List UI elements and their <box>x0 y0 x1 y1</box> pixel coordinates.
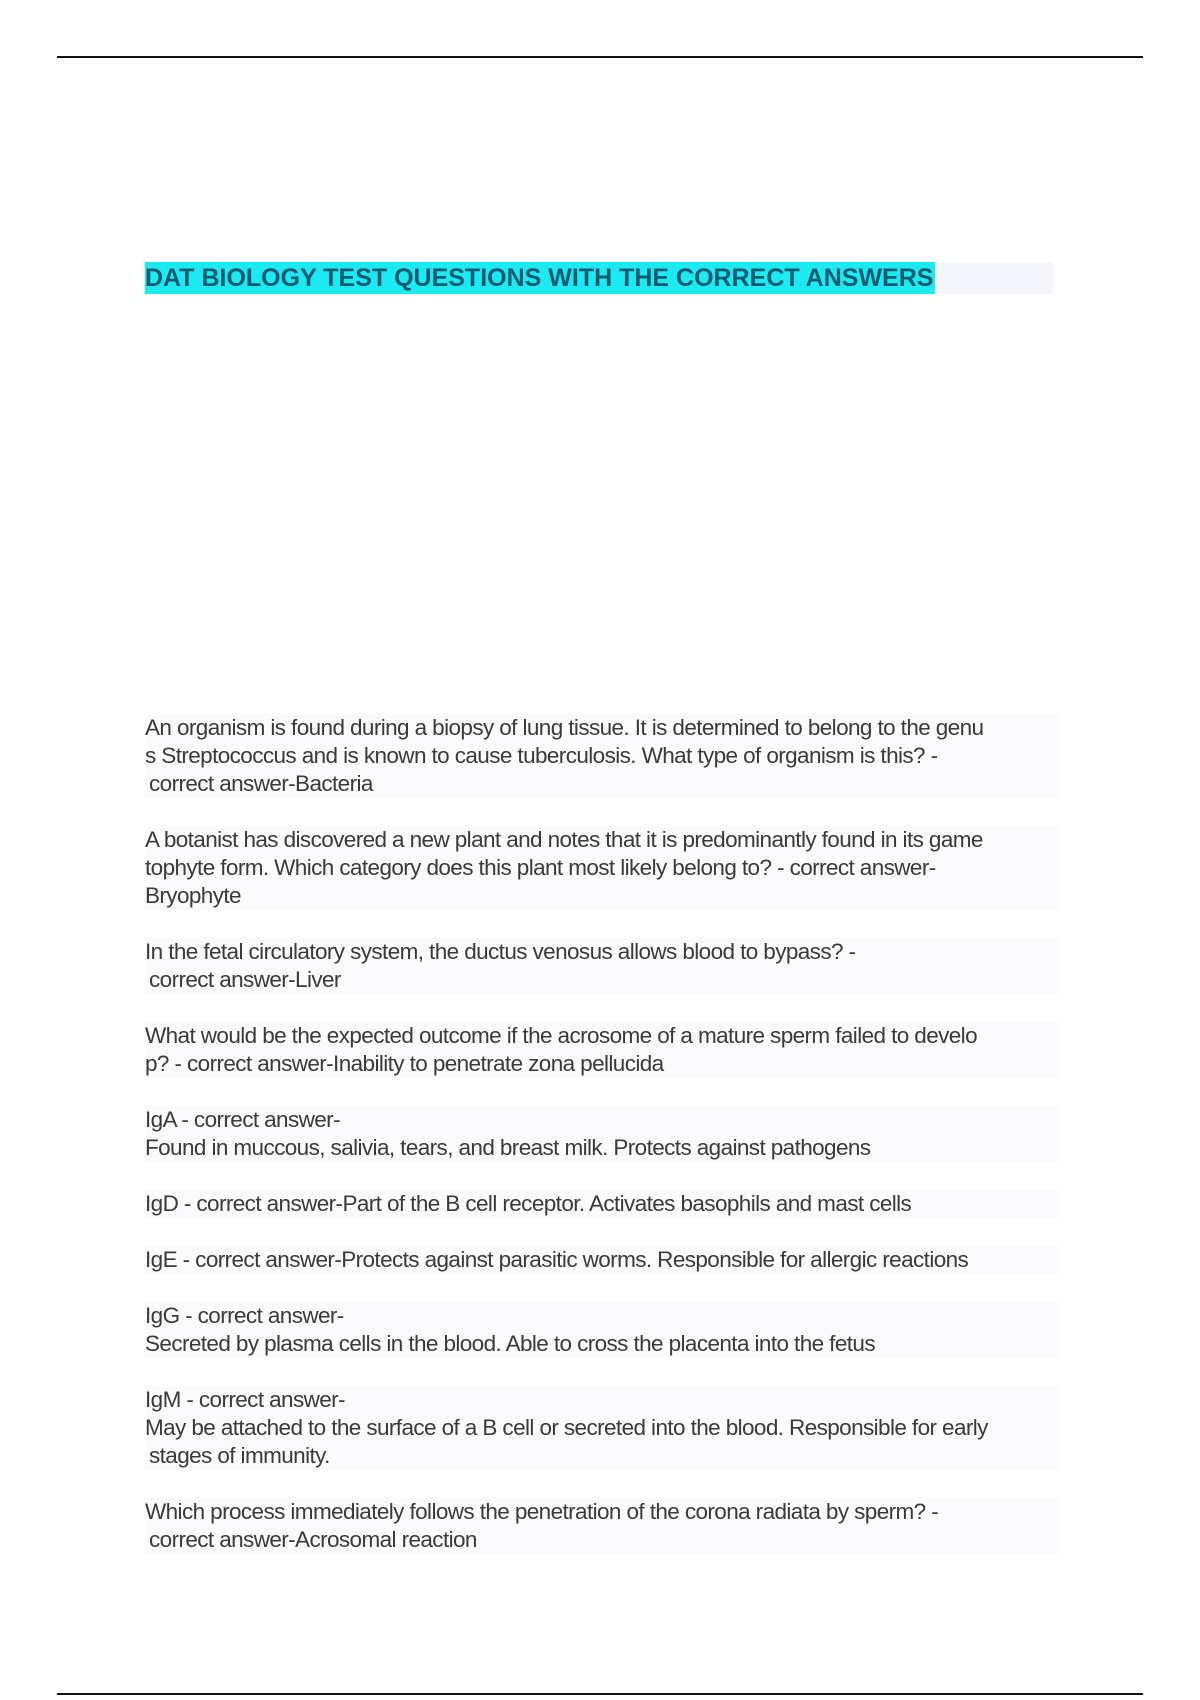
qa-item <box>145 1246 1060 1274</box>
qa-item <box>145 1302 1060 1358</box>
qa-line: In the fetal circulatory system, the ductus venosus allows blood to bypass? - <box>145 939 856 964</box>
qa-item <box>145 1386 1060 1470</box>
qa-answer-line: Found in muccous, salivia, tears, and breast milk. Protects against pathogens <box>145 1135 871 1160</box>
qa-answer-line: Bryophyte <box>145 883 241 908</box>
qa-item <box>145 1190 1060 1218</box>
qa-answer-line: p? - correct answer-Inability to penetrate zona pellucida <box>145 1051 664 1076</box>
qa-line: IgM - correct answer- <box>145 1387 345 1412</box>
qa-answer-line: May be attached to the surface of a B cell or secreted into the blood. Responsible for early <box>145 1415 988 1440</box>
qa-line: IgD - correct answer-Part of the B cell receptor. Activates basophils and mast cells <box>145 1191 912 1216</box>
top-rule <box>57 56 1143 58</box>
bottom-rule <box>57 1693 1143 1695</box>
qa-line: IgA - correct answer- <box>145 1107 340 1132</box>
qa-line: tophyte form. Which category does this plant most likely belong to? - correct answer- <box>145 855 936 880</box>
qa-answer-line: correct answer-Liver <box>149 967 341 992</box>
qa-line: s Streptococcus and is known to cause tuberculosis. What type of organism is this? - <box>145 743 938 768</box>
qa-line: What would be the expected outcome if the acrosome of a mature sperm failed to develo <box>145 1023 977 1048</box>
qa-item <box>145 1022 1060 1078</box>
qa-item <box>145 714 1060 798</box>
document-title: DAT BIOLOGY TEST QUESTIONS WITH THE CORRECT ANSWERS <box>145 264 934 292</box>
qa-item <box>145 1498 1060 1554</box>
qa-line: An organism is found during a biopsy of lung tissue. It is determined to belong to the genu <box>145 715 984 740</box>
qa-answer-line: stages of immunity. <box>149 1443 330 1468</box>
qa-item <box>145 826 1060 910</box>
qa-answer-line: Secreted by plasma cells in the blood. Able to cross the placenta into the fetus <box>145 1331 875 1356</box>
qa-answer-line: correct answer-Bacteria <box>149 771 373 796</box>
qa-item <box>145 1106 1060 1162</box>
qa-line: A botanist has discovered a new plant and notes that it is predominantly found in its game <box>145 827 983 852</box>
qa-line: IgG - correct answer- <box>145 1303 344 1328</box>
title-bar <box>145 262 1053 294</box>
qa-item <box>145 938 1060 994</box>
qa-list <box>145 714 1060 1582</box>
qa-line: IgE - correct answer-Protects against parasitic worms. Responsible for allergic reactions <box>145 1247 969 1272</box>
qa-answer-line: correct answer-Acrosomal reaction <box>149 1527 477 1552</box>
qa-line: Which process immediately follows the penetration of the corona radiata by sperm? - <box>145 1499 939 1524</box>
